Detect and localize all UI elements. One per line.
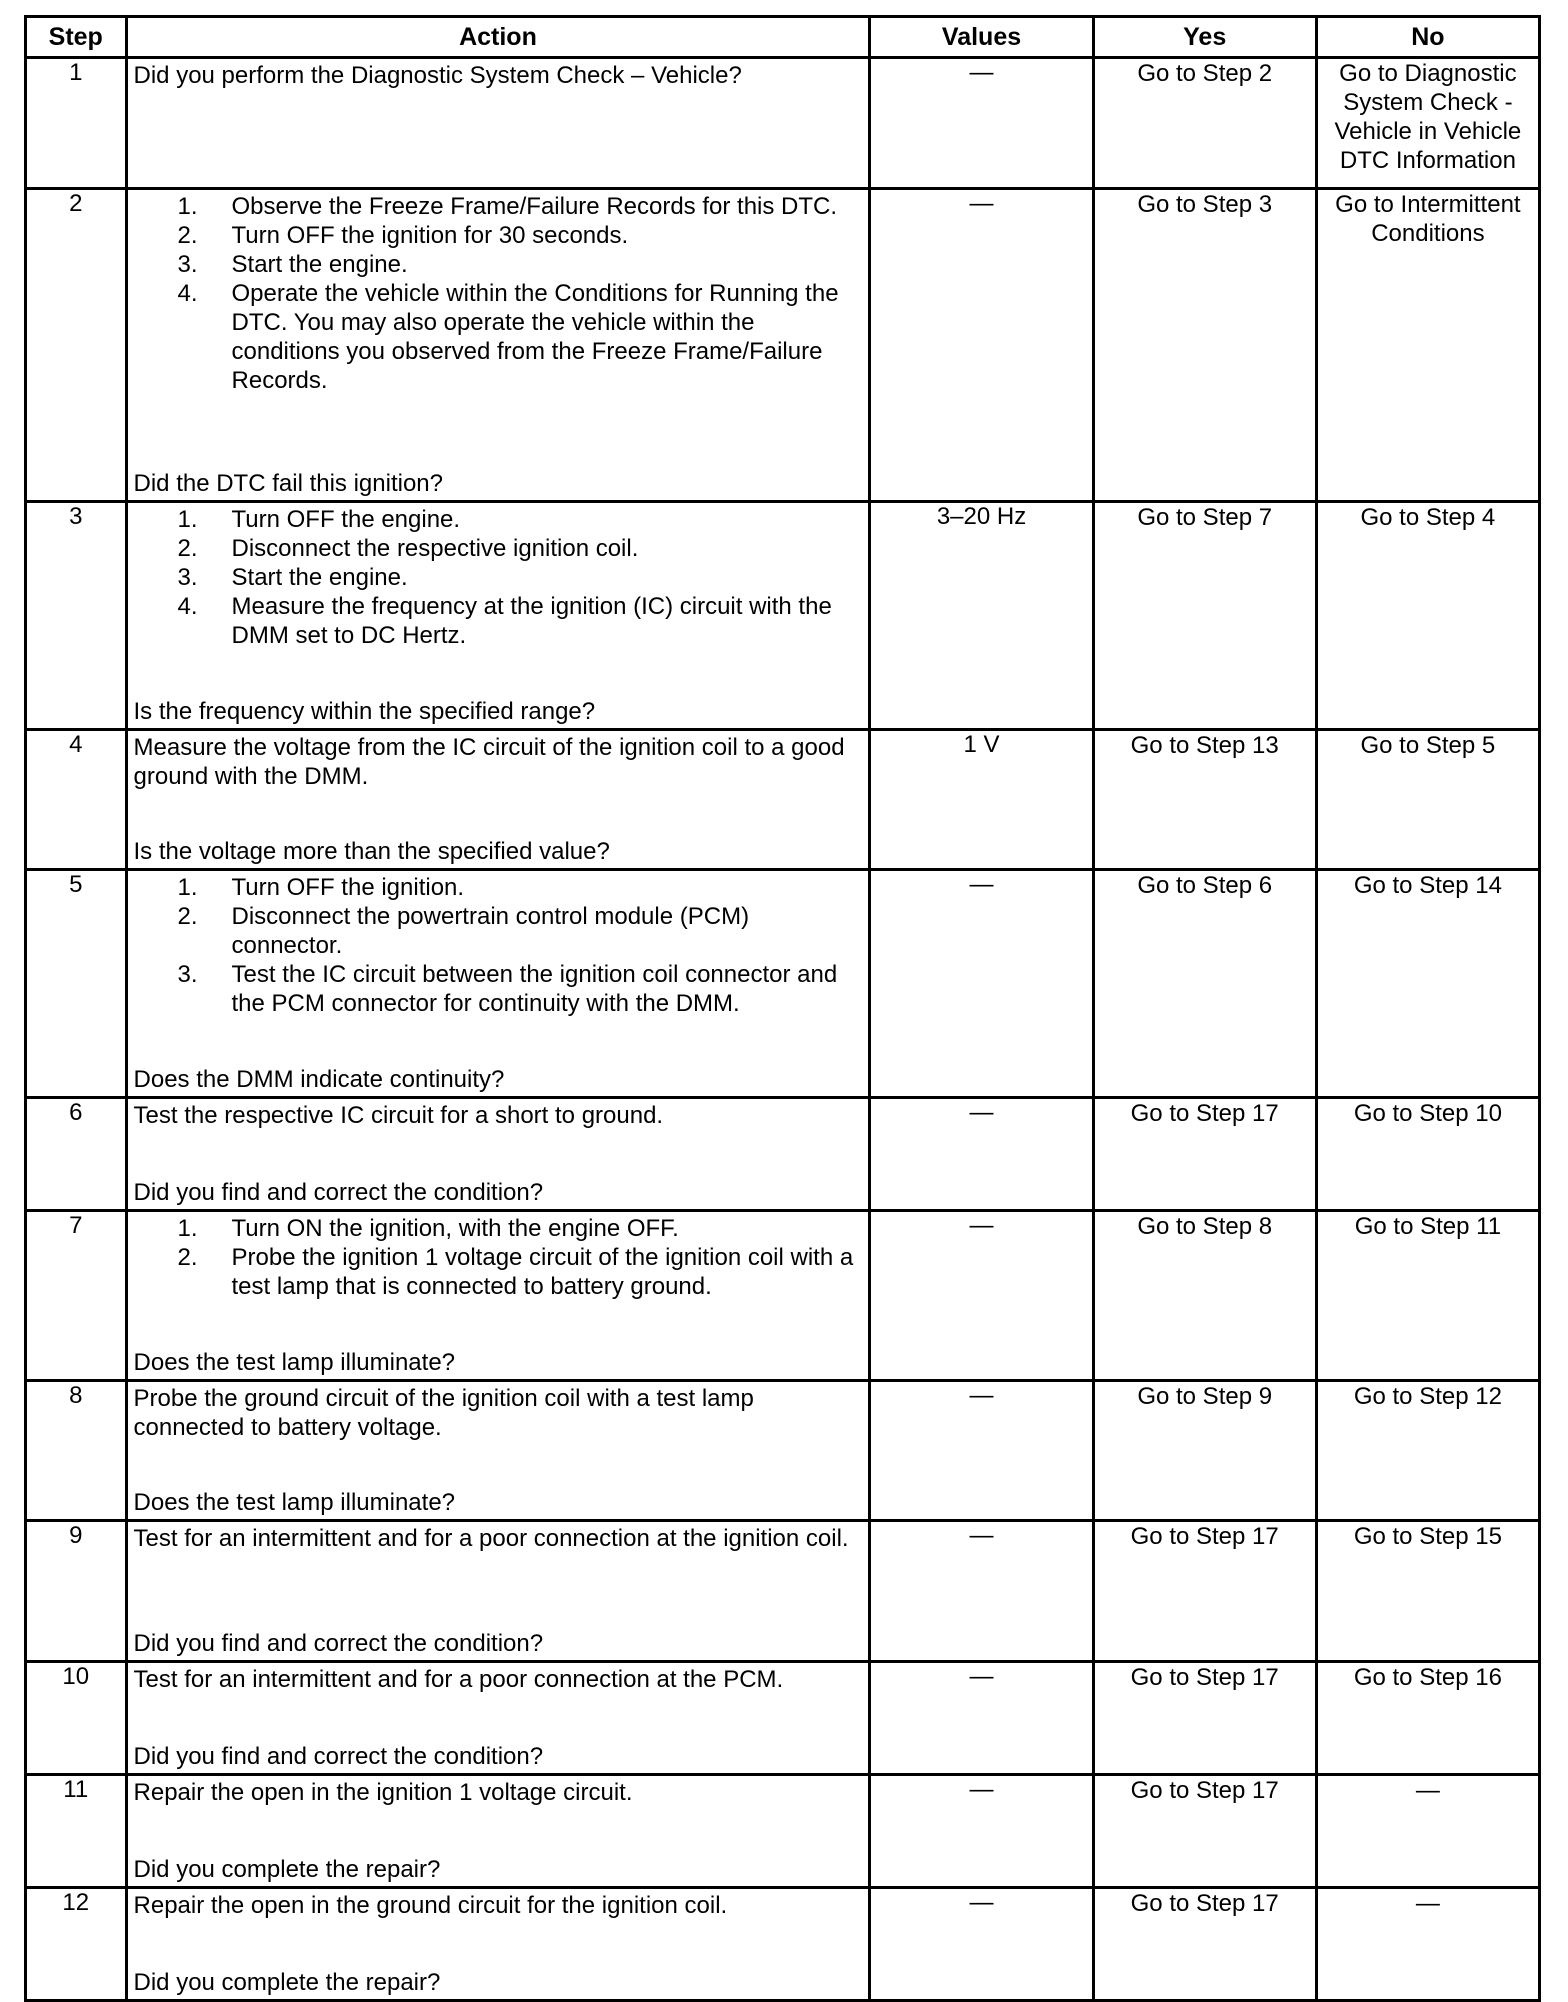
action-cell [126, 1662, 870, 1775]
action-step-item: Test the IC circuit between the ignition coil connector and the PCM connector for continuity with the DMM. [231, 961, 838, 1017]
action-question: Did you complete the repair? [133, 1969, 441, 1996]
table-row [26, 1098, 1540, 1211]
no-cell [1316, 1662, 1539, 1775]
no-cell [1316, 870, 1539, 1098]
action-step-item: Start the engine. [231, 564, 408, 591]
action-cell [126, 870, 870, 1098]
no-cell [1316, 1098, 1539, 1211]
action-cell [126, 1775, 870, 1888]
value-cell: — [870, 1662, 1093, 1775]
value-cell: — [870, 1888, 1093, 2001]
diagnostic-table [24, 15, 1541, 2002]
no-outcome: Go to Step 16 [1353, 1664, 1502, 1691]
action-cell [126, 1098, 870, 1211]
yes-outcome: Go to Step 7 [1137, 504, 1273, 531]
action-instructions [134, 1214, 863, 1301]
yes-cell [1093, 189, 1316, 502]
action-intro: Repair the open in the ground circuit for the ignition coil. [133, 1892, 728, 1919]
no-cell [1316, 1775, 1539, 1888]
action-instructions [134, 733, 863, 791]
action-content [128, 1099, 869, 1209]
action-content [128, 503, 869, 728]
no-cell [1316, 502, 1539, 730]
no-outcome: Go to Step 11 [1354, 1213, 1502, 1240]
action-instructions [134, 1891, 863, 1920]
table-row [26, 730, 1540, 870]
yes-outcome: Go to Step 13 [1130, 732, 1279, 759]
no-cell [1316, 1211, 1539, 1381]
action-question: Did you find and correct the condition? [133, 1743, 544, 1770]
step-number: 5 [26, 870, 127, 1098]
action-step-item: Measure the frequency at the ignition (IC) circuit with the DMM set to DC Hertz. [231, 593, 832, 649]
action-cell [126, 502, 870, 730]
action-instructions [134, 1665, 863, 1694]
value-cell: — [870, 1521, 1093, 1662]
action-step-list [134, 873, 863, 1018]
yes-outcome: Go to Step 6 [1137, 872, 1273, 899]
action-instructions [134, 873, 863, 1018]
action-content [128, 1382, 869, 1519]
step-number: 11 [26, 1775, 127, 1888]
yes-outcome: Go to Step 17 [1130, 1890, 1279, 1917]
table-row [26, 189, 1540, 502]
action-question: Did you complete the repair? [133, 1856, 441, 1883]
yes-outcome: Go to Step 3 [1137, 191, 1273, 218]
step-number: 9 [26, 1521, 127, 1662]
action-instructions [134, 1524, 863, 1553]
action-instructions [134, 505, 863, 650]
action-step-item: Disconnect the powertrain control module (PCM) connector. [231, 903, 750, 959]
step-number: 10 [26, 1662, 127, 1775]
action-intro: Probe the ground circuit of the ignition coil with a test lamp connected to battery voltage. [133, 1385, 754, 1441]
no-outcome: Go to Step 10 [1353, 1100, 1502, 1127]
yes-cell [1093, 502, 1316, 730]
step-number: 3 [26, 502, 127, 730]
value-cell: — [870, 870, 1093, 1098]
action-cell [126, 189, 870, 502]
value-cell: — [870, 58, 1093, 189]
action-cell [126, 1211, 870, 1381]
yes-outcome: Go to Step 9 [1137, 1383, 1273, 1410]
action-intro: Test the respective IC circuit for a short to ground. [133, 1102, 664, 1129]
table-row [26, 58, 1540, 189]
yes-outcome: Go to Step 17 [1130, 1777, 1279, 1804]
value-cell: 1 V [870, 730, 1093, 870]
yes-outcome: Go to Step 8 [1137, 1213, 1273, 1240]
action-question: Is the voltage more than the specified value? [133, 838, 610, 865]
yes-outcome: Go to Step 17 [1130, 1664, 1279, 1691]
action-question: Did the DTC fail this ignition? [133, 470, 443, 497]
yes-cell [1093, 1211, 1316, 1381]
action-question: Did you find and correct the condition? [133, 1179, 544, 1206]
action-content [128, 871, 869, 1096]
yes-cell [1093, 1098, 1316, 1211]
action-step-item: Observe the Freeze Frame/Failure Records for this DTC. [231, 193, 838, 220]
no-cell [1316, 1521, 1539, 1662]
action-step-list [134, 192, 863, 395]
header-values: Values [870, 17, 1093, 58]
table-row [26, 1775, 1540, 1888]
action-question: Does the test lamp illuminate? [133, 1349, 456, 1376]
action-intro: Measure the voltage from the IC circuit of the ignition coil to a good ground with the DMM. [133, 734, 845, 790]
table-row [26, 1521, 1540, 1662]
no-outcome: Go to Step 14 [1353, 872, 1502, 899]
value-cell: — [870, 1098, 1093, 1211]
step-number: 4 [26, 730, 127, 870]
step-number: 7 [26, 1211, 127, 1381]
action-content [128, 59, 869, 187]
no-cell [1316, 1888, 1539, 2001]
value-cell: — [870, 189, 1093, 502]
action-step-item: Probe the ignition 1 voltage circuit of the ignition coil with a test lamp that is connected to battery ground. [231, 1244, 854, 1300]
action-step-list [134, 505, 863, 650]
action-instructions [134, 61, 863, 90]
header-row [26, 17, 1540, 58]
no-outcome: — [1415, 1777, 1440, 1804]
yes-cell [1093, 1662, 1316, 1775]
action-step-item: Turn OFF the ignition for 30 seconds. [231, 222, 629, 249]
action-content [128, 1889, 869, 1999]
step-number: 8 [26, 1381, 127, 1521]
action-step-item: Turn ON the ignition, with the engine OFF. [231, 1215, 679, 1242]
yes-cell [1093, 870, 1316, 1098]
action-cell [126, 1521, 870, 1662]
no-cell [1316, 189, 1539, 502]
step-number: 2 [26, 189, 127, 502]
yes-cell [1093, 1775, 1316, 1888]
action-step-item: Start the engine. [231, 251, 408, 278]
no-outcome: — [1415, 1890, 1440, 1917]
yes-cell [1093, 730, 1316, 870]
table-row [26, 1381, 1540, 1521]
yes-cell [1093, 58, 1316, 189]
action-cell [126, 730, 870, 870]
table-row [26, 1662, 1540, 1775]
value-cell: — [870, 1211, 1093, 1381]
action-intro: Did you perform the Diagnostic System Check – Vehicle? [133, 62, 742, 89]
action-step-item: Operate the vehicle within the Conditions for Running the DTC. You may also operate the vehicle within the conditions you observed from the Freeze Frame/Failure Records. [231, 280, 839, 394]
table-row [26, 870, 1540, 1098]
no-cell [1316, 730, 1539, 870]
yes-outcome: Go to Step 2 [1137, 60, 1273, 87]
value-cell: — [870, 1775, 1093, 1888]
no-cell [1316, 58, 1539, 189]
step-number: 12 [26, 1888, 127, 2001]
value-cell: 3–20 Hz [870, 502, 1093, 730]
no-cell [1316, 1381, 1539, 1521]
action-step-item: Disconnect the respective ignition coil. [231, 535, 639, 562]
action-intro: Test for an intermittent and for a poor connection at the ignition coil. [133, 1525, 849, 1552]
table-row [26, 1211, 1540, 1381]
header-no: No [1316, 17, 1539, 58]
no-outcome: Go to Step 15 [1353, 1523, 1502, 1550]
header-yes: Yes [1093, 17, 1316, 58]
yes-cell [1093, 1381, 1316, 1521]
action-question: Did you find and correct the condition? [133, 1630, 544, 1657]
yes-outcome: Go to Step 17 [1130, 1523, 1279, 1550]
table-row [26, 1888, 1540, 2001]
no-outcome: Go to Step 5 [1360, 732, 1496, 759]
action-cell [126, 1381, 870, 1521]
yes-cell [1093, 1888, 1316, 2001]
action-instructions [134, 1778, 863, 1807]
value-cell: — [870, 1381, 1093, 1521]
header-step: Step [26, 17, 127, 58]
yes-outcome: Go to Step 17 [1130, 1100, 1279, 1127]
action-content [128, 190, 869, 500]
action-content [128, 731, 869, 868]
no-outcome: Go to Intermittent Conditions [1335, 191, 1521, 247]
action-cell [126, 1888, 870, 2001]
action-cell [126, 58, 870, 189]
action-question: Is the frequency within the specified range? [133, 698, 596, 725]
table-row [26, 502, 1540, 730]
action-content [128, 1776, 869, 1886]
action-step-item: Turn OFF the engine. [231, 506, 461, 533]
action-instructions [134, 1101, 863, 1130]
step-number: 1 [26, 58, 127, 189]
action-content [128, 1212, 869, 1379]
action-step-list [134, 1214, 863, 1301]
action-intro: Test for an intermittent and for a poor connection at the PCM. [133, 1666, 784, 1693]
action-content [128, 1522, 869, 1660]
no-outcome: Go to Step 4 [1360, 504, 1496, 531]
action-step-item: Turn OFF the ignition. [231, 874, 465, 901]
action-question: Does the DMM indicate continuity? [133, 1066, 505, 1093]
action-instructions [134, 1384, 863, 1442]
header-action: Action [126, 17, 870, 58]
table-body [26, 58, 1540, 2001]
step-number: 6 [26, 1098, 127, 1211]
action-content [128, 1663, 869, 1773]
yes-cell [1093, 1521, 1316, 1662]
no-outcome: Go to Diagnostic System Check - Vehicle in Vehicle DTC Information [1334, 60, 1522, 174]
no-outcome: Go to Step 12 [1353, 1383, 1502, 1410]
action-question: Does the test lamp illuminate? [133, 1489, 456, 1516]
action-instructions [134, 192, 863, 395]
action-intro: Repair the open in the ignition 1 voltage circuit. [133, 1779, 633, 1806]
